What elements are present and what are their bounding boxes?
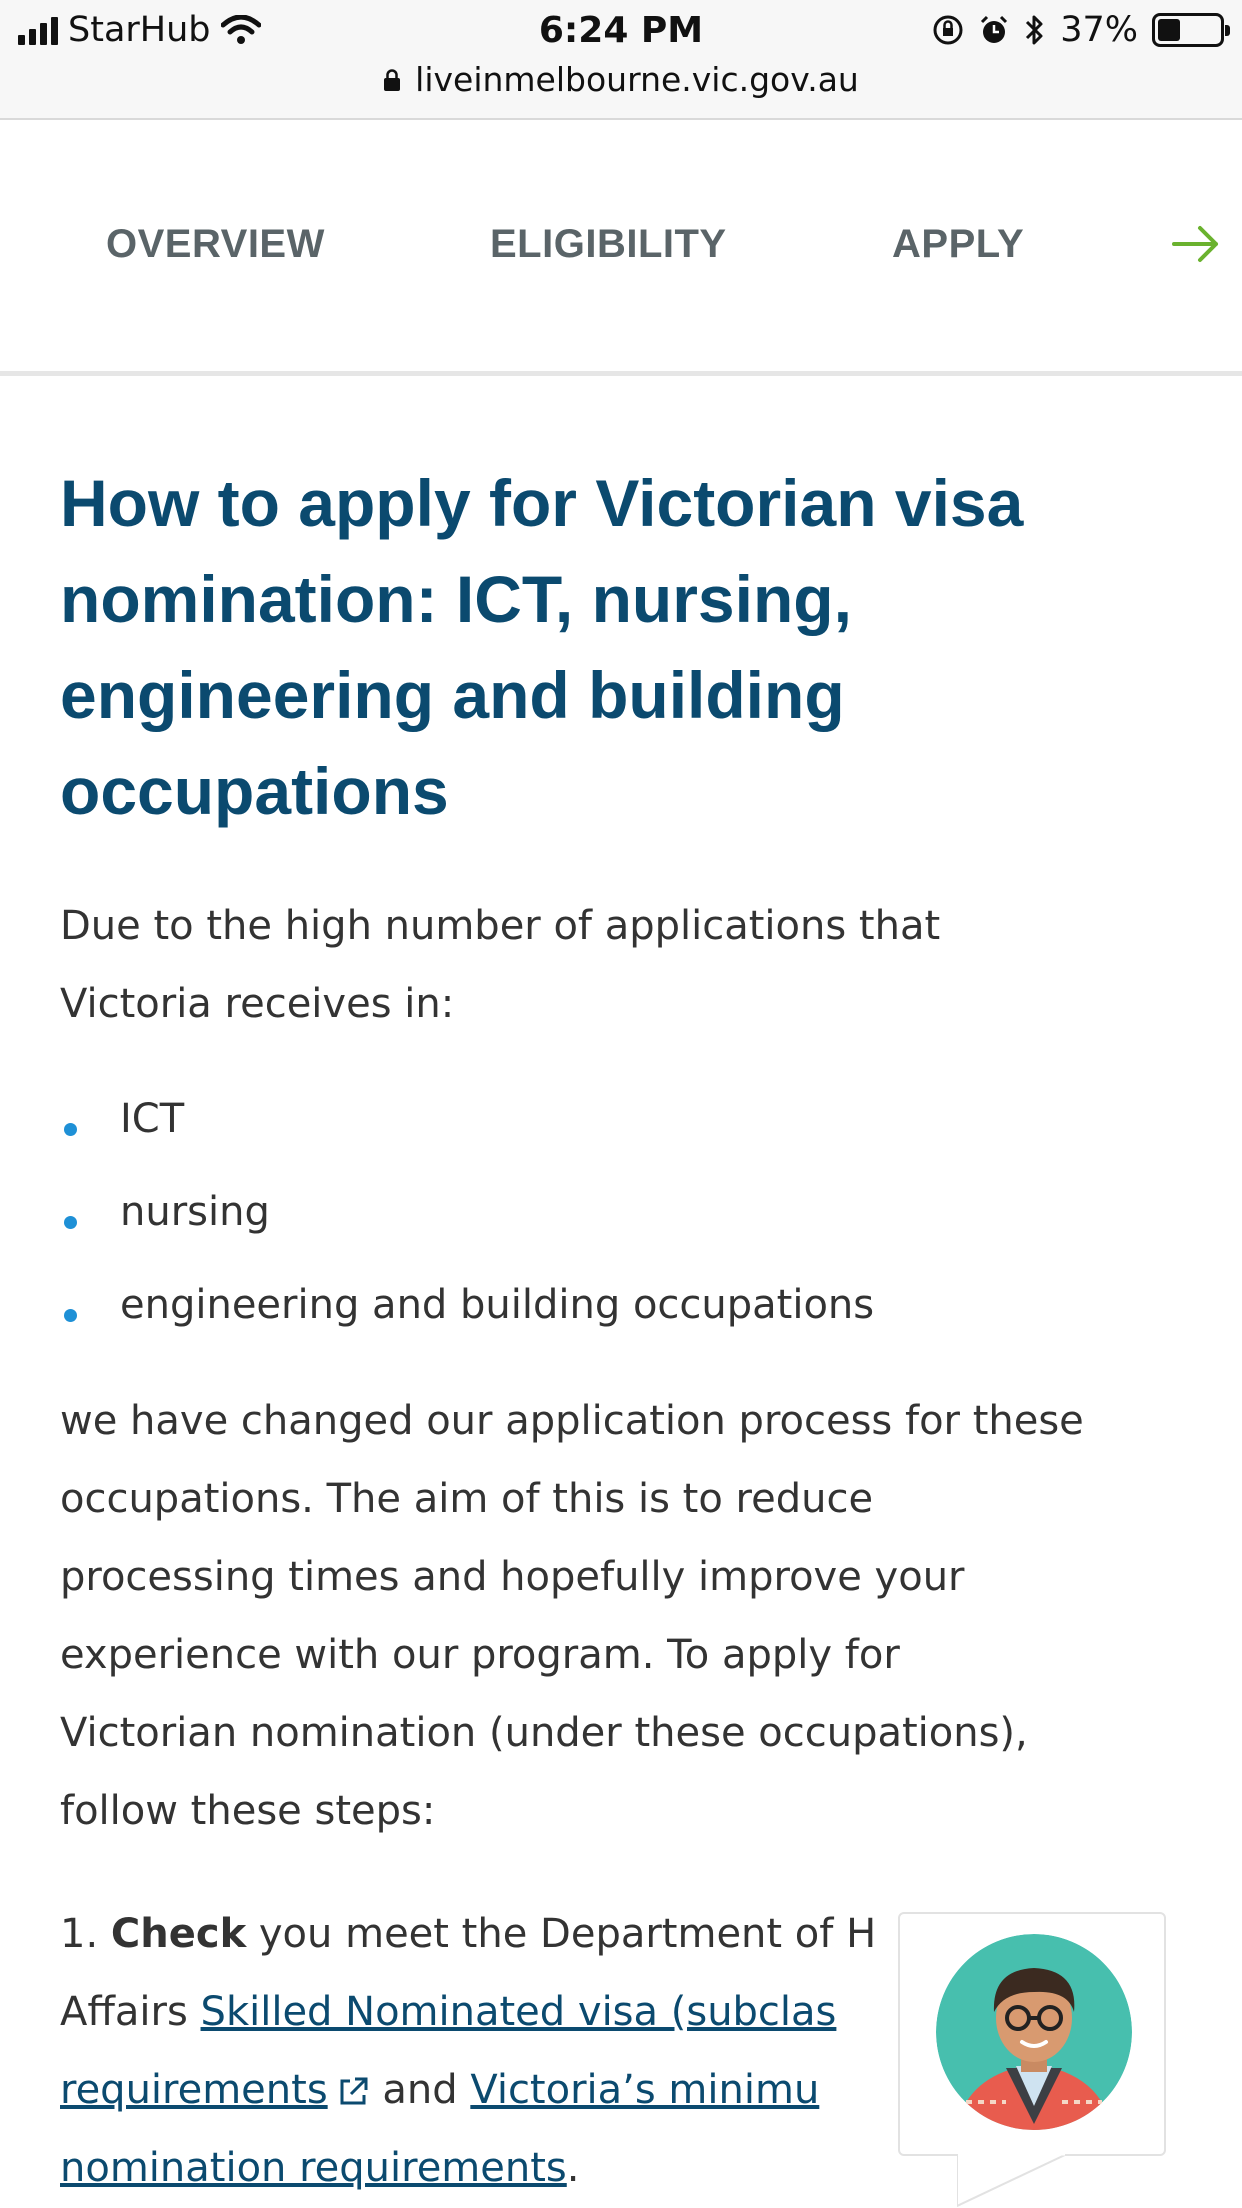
external-link-icon xyxy=(336,2075,370,2109)
url-text: liveinmelbourne.vic.gov.au xyxy=(415,60,859,99)
title-line: nomination: ICT, nursing, xyxy=(60,562,852,636)
battery-percent: 37% xyxy=(1060,10,1138,50)
link-text: requirements xyxy=(60,2067,328,2113)
page-title xyxy=(60,455,1190,839)
intro-line: Due to the high number of applications that xyxy=(60,903,941,949)
body-line: follow these steps: xyxy=(60,1788,436,1834)
body-paragraph xyxy=(60,1382,1190,1850)
list-item xyxy=(60,1259,1190,1352)
bullet-dot-icon xyxy=(64,1309,77,1322)
body-line: processing times and hopefully improve your xyxy=(60,1554,965,1600)
bluetooth-icon xyxy=(1024,13,1046,47)
link-text: Victoria’s minimu xyxy=(470,2067,820,2113)
battery-level xyxy=(1158,19,1180,41)
status-right xyxy=(932,10,1224,50)
arrow-right-icon[interactable] xyxy=(1170,218,1222,270)
title-line: occupations xyxy=(60,754,449,828)
chat-bubble-tail xyxy=(957,2154,1067,2208)
chat-avatar-icon xyxy=(936,1934,1132,2130)
body-line: experience with our program. To apply for xyxy=(60,1632,900,1678)
tab-apply[interactable]: APPLY xyxy=(892,222,1025,266)
occupation-list xyxy=(60,1073,1190,1352)
bullet-dot-icon xyxy=(64,1123,77,1136)
list-item-text: ICT xyxy=(120,1096,185,1142)
title-line: How to apply for Victorian visa xyxy=(60,466,1024,540)
skilled-visa-link-cont[interactable] xyxy=(60,2067,328,2113)
tab-eligibility[interactable]: ELIGIBILITY xyxy=(490,222,727,266)
list-item xyxy=(60,1166,1190,1259)
victoria-min-requirements-link[interactable] xyxy=(470,2067,819,2113)
chat-widget[interactable] xyxy=(898,1912,1166,2156)
body-line: Victorian nomination (under these occupations), xyxy=(60,1710,1028,1756)
step-text: you meet the Department of H xyxy=(246,1911,877,1957)
skilled-visa-link[interactable] xyxy=(201,1989,837,2035)
rotation-lock-icon xyxy=(932,14,964,46)
list-item-text: engineering and building occupations xyxy=(120,1282,875,1328)
list-item xyxy=(60,1073,1190,1166)
body-line: occupations. The aim of this is to reduce xyxy=(60,1476,874,1522)
step-text: Affairs xyxy=(60,1989,201,2035)
link-text: Skilled Nominated visa (subclas xyxy=(200,1989,837,2035)
intro-line: Victoria receives in: xyxy=(60,981,455,1027)
link-text: nomination requirements xyxy=(60,2145,567,2191)
status-time: 6:24 PM xyxy=(538,10,704,51)
intro-paragraph xyxy=(60,887,1190,1043)
section-tabs xyxy=(0,122,1242,376)
carrier-name: StarHub xyxy=(68,10,211,50)
step-text: and xyxy=(369,2067,471,2113)
step-number: 1. xyxy=(60,1911,99,1957)
lock-icon xyxy=(383,68,401,92)
status-bar xyxy=(0,0,1242,120)
step-verb: Check xyxy=(110,1911,247,1957)
bullet-dot-icon xyxy=(64,1216,77,1229)
list-item-text: nursing xyxy=(120,1189,270,1235)
url-bar[interactable] xyxy=(0,60,1242,99)
title-line: engineering and building xyxy=(60,658,845,732)
step-text: . xyxy=(566,2145,580,2191)
victoria-min-requirements-link-cont[interactable] xyxy=(60,2145,567,2191)
tab-overview[interactable]: OVERVIEW xyxy=(106,222,325,266)
alarm-icon xyxy=(978,14,1010,46)
body-line: we have changed our application process for these xyxy=(60,1398,1084,1444)
battery-icon xyxy=(1152,13,1224,47)
